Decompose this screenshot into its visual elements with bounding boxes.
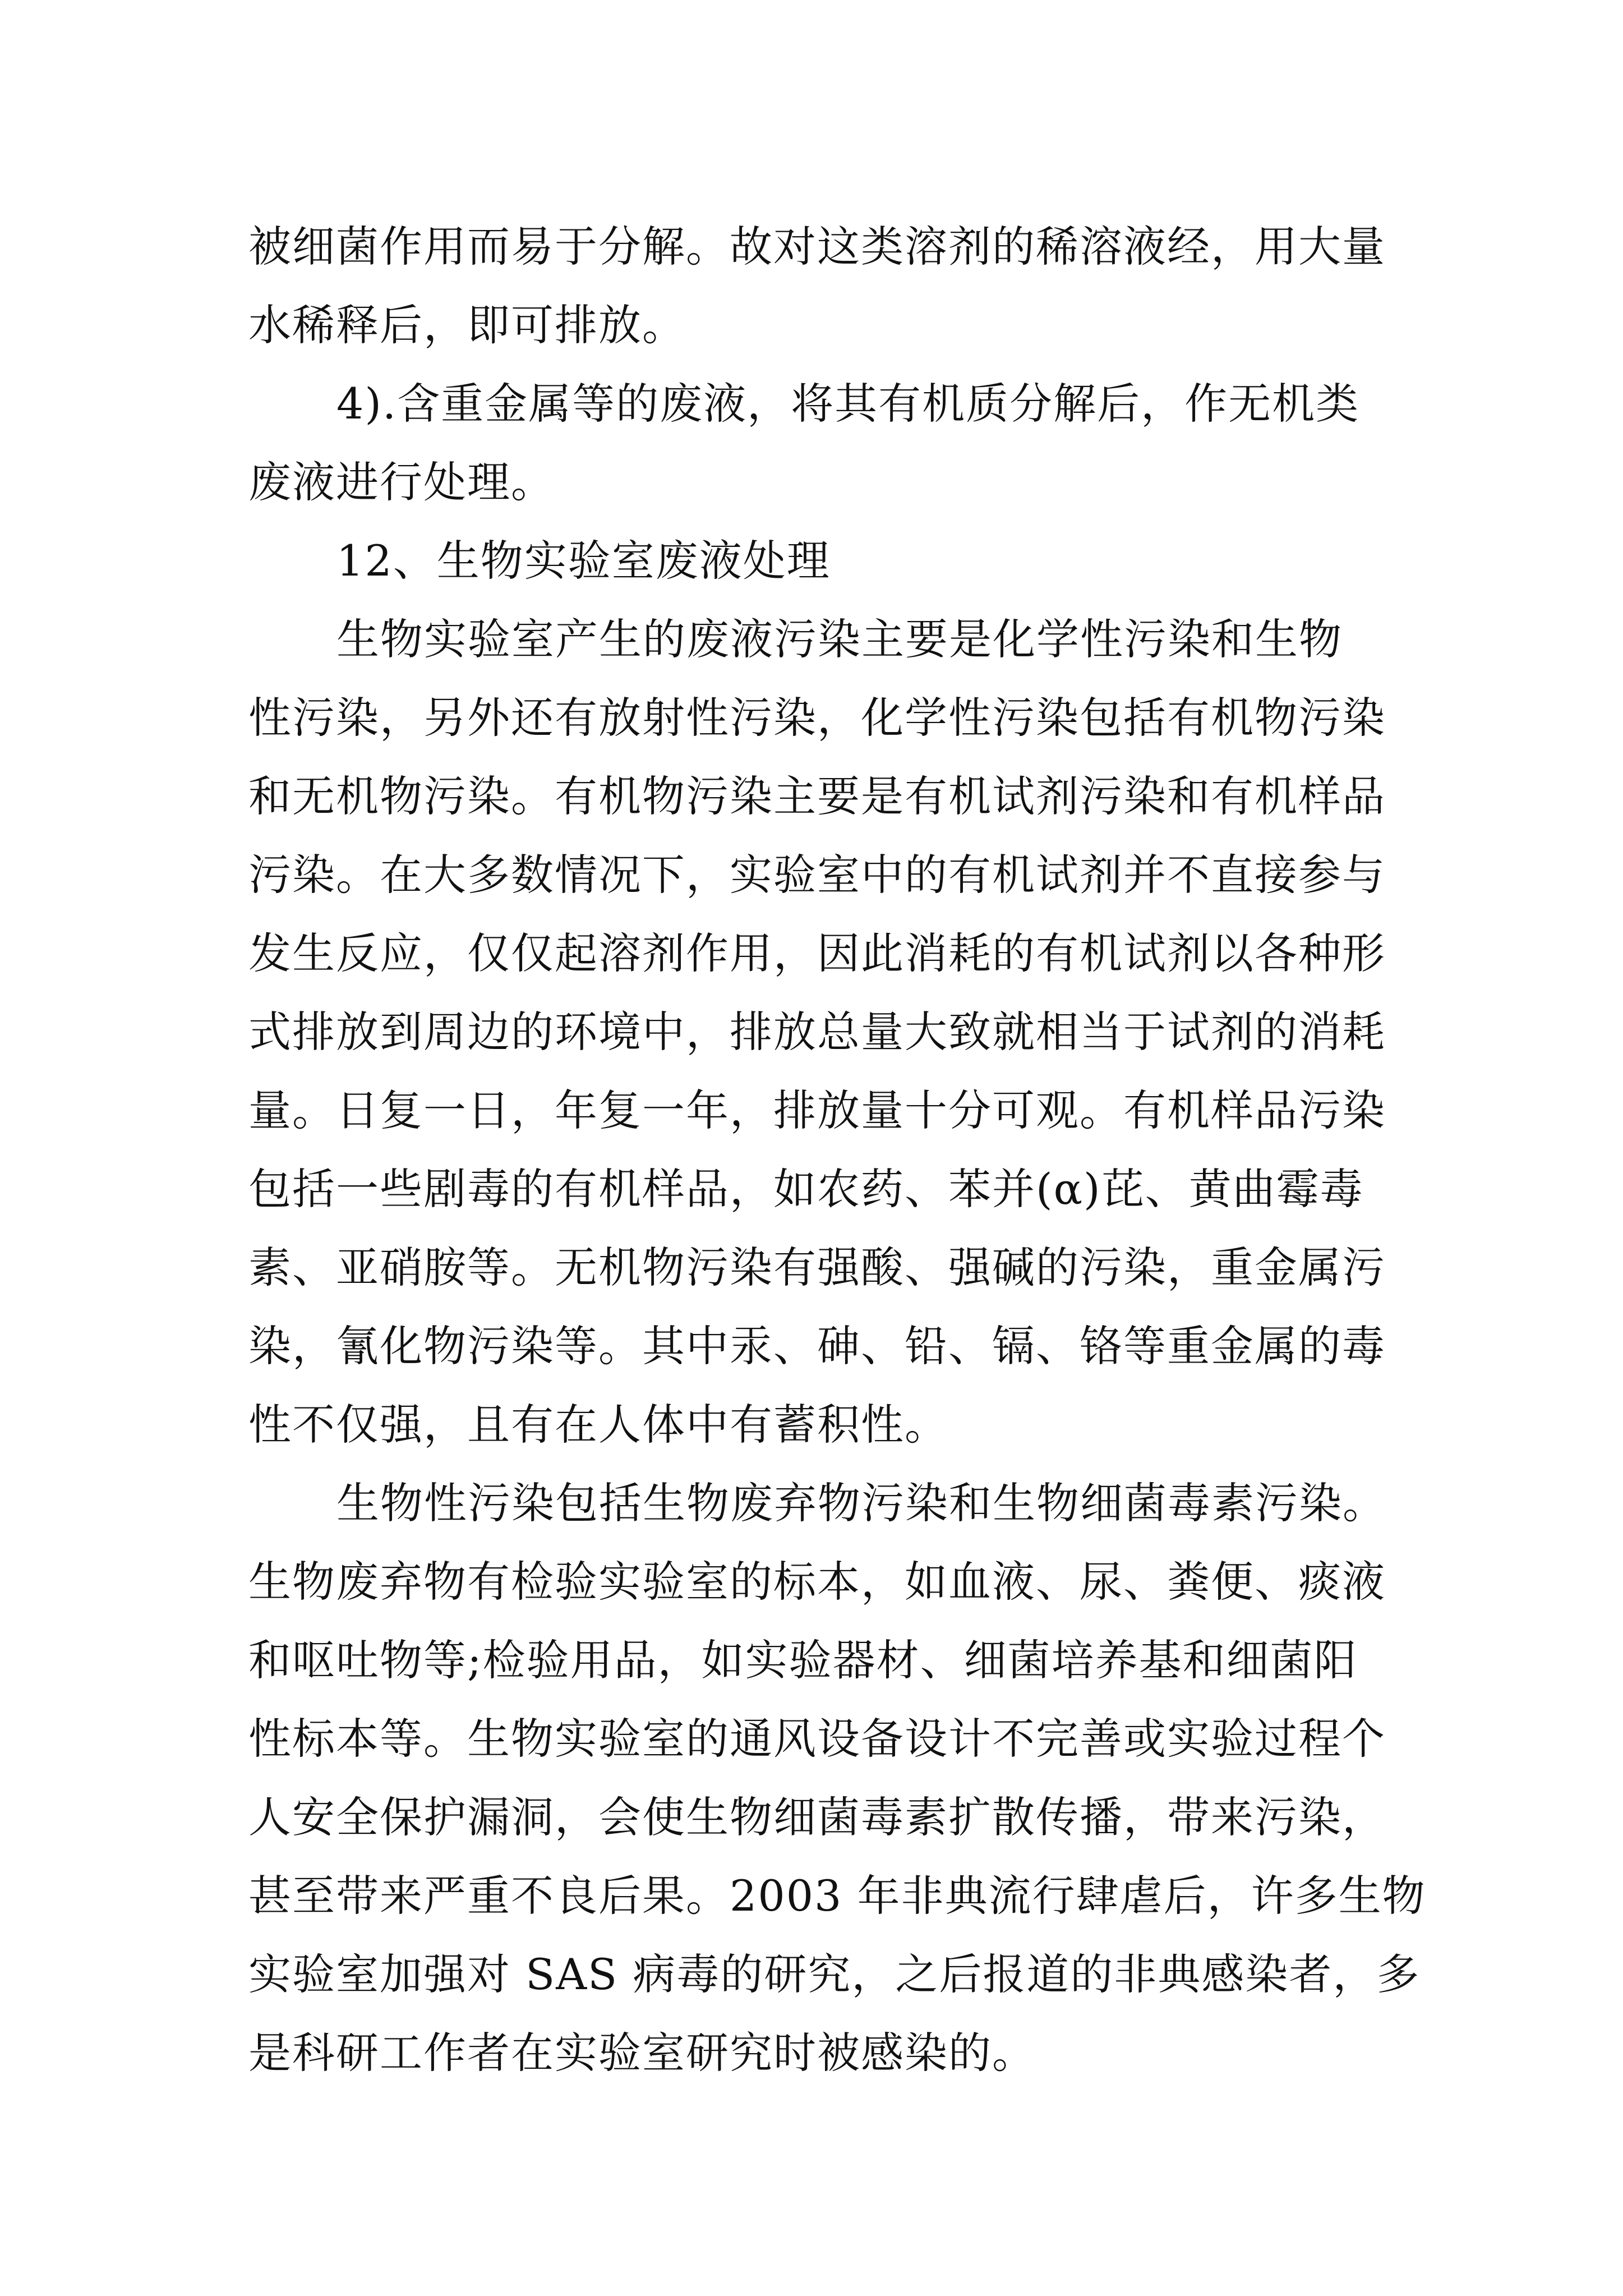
text-line: 生物废弃物有检验实验室的标本，如血液、尿、粪便、痰液 (248, 1557, 1386, 1607)
text-line: 包括一些剧毒的有机样品，如农药、苯并(α)芘、黄曲霉毒 (248, 1164, 1364, 1214)
text-line: 水稀释后，即可排放。 (248, 300, 686, 350)
text-line: 和无机物污染。有机物污染主要是有机试剂污染和有机样品 (248, 771, 1386, 821)
text-line: 素、亚硝胺等。无机物污染有强酸、强碱的污染，重金属污 (248, 1243, 1386, 1292)
text-line: 染，氰化物污染等。其中汞、砷、铅、镉、铬等重金属的毒 (248, 1321, 1386, 1371)
section-heading: 12、生物实验室废液处理 (336, 536, 831, 586)
text-line: 废液进行处理。 (248, 457, 555, 507)
text-line: 生物实验室产生的废液污染主要是化学性污染和生物 (336, 614, 1343, 664)
text-line: 性污染，另外还有放射性污染，化学性污染包括有机物污染 (248, 693, 1386, 743)
text-line: 生物性污染包括生物废弃物污染和生物细菌毒素污染。 (336, 1478, 1386, 1528)
text-line: 性标本等。生物实验室的通风设备设计不完善或实验过程个 (248, 1714, 1386, 1764)
text-line: 性不仅强，且有在人体中有蓄积性。 (248, 1400, 948, 1450)
text-line: 实验室加强对 SAS 病毒的研究，之后报道的非典感染者，多 (248, 1949, 1421, 1999)
text-line: 式排放到周边的环境中，排放总量大致就相当于试剂的消耗 (248, 1007, 1386, 1057)
text-line: 是科研工作者在实验室研究时被感染的。 (248, 2028, 1036, 2078)
text-line: 量。日复一日，年复一年，排放量十分可观。有机样品污染 (248, 1085, 1386, 1135)
text-line: 污染。在大多数情况下，实验室中的有机试剂并不直接参与 (248, 850, 1386, 900)
text-line: 被细菌作用而易于分解。故对这类溶剂的稀溶液经，用大量 (248, 222, 1386, 272)
text-line: 4).含重金属等的废液，将其有机质分解后，作无机类 (336, 379, 1360, 429)
text-line: 人安全保护漏洞，会使生物细菌毒素扩散传播，带来污染， (248, 1792, 1386, 1842)
text-line: 和呕吐物等;检验用品，如实验器材、细菌培养基和细菌阳 (248, 1635, 1358, 1685)
text-line: 发生反应，仅仅起溶剂作用，因此消耗的有机试剂以各种形 (248, 928, 1386, 978)
text-line: 甚至带来严重不良后果。2003 年非典流行肆虐后，许多生物 (248, 1871, 1426, 1921)
